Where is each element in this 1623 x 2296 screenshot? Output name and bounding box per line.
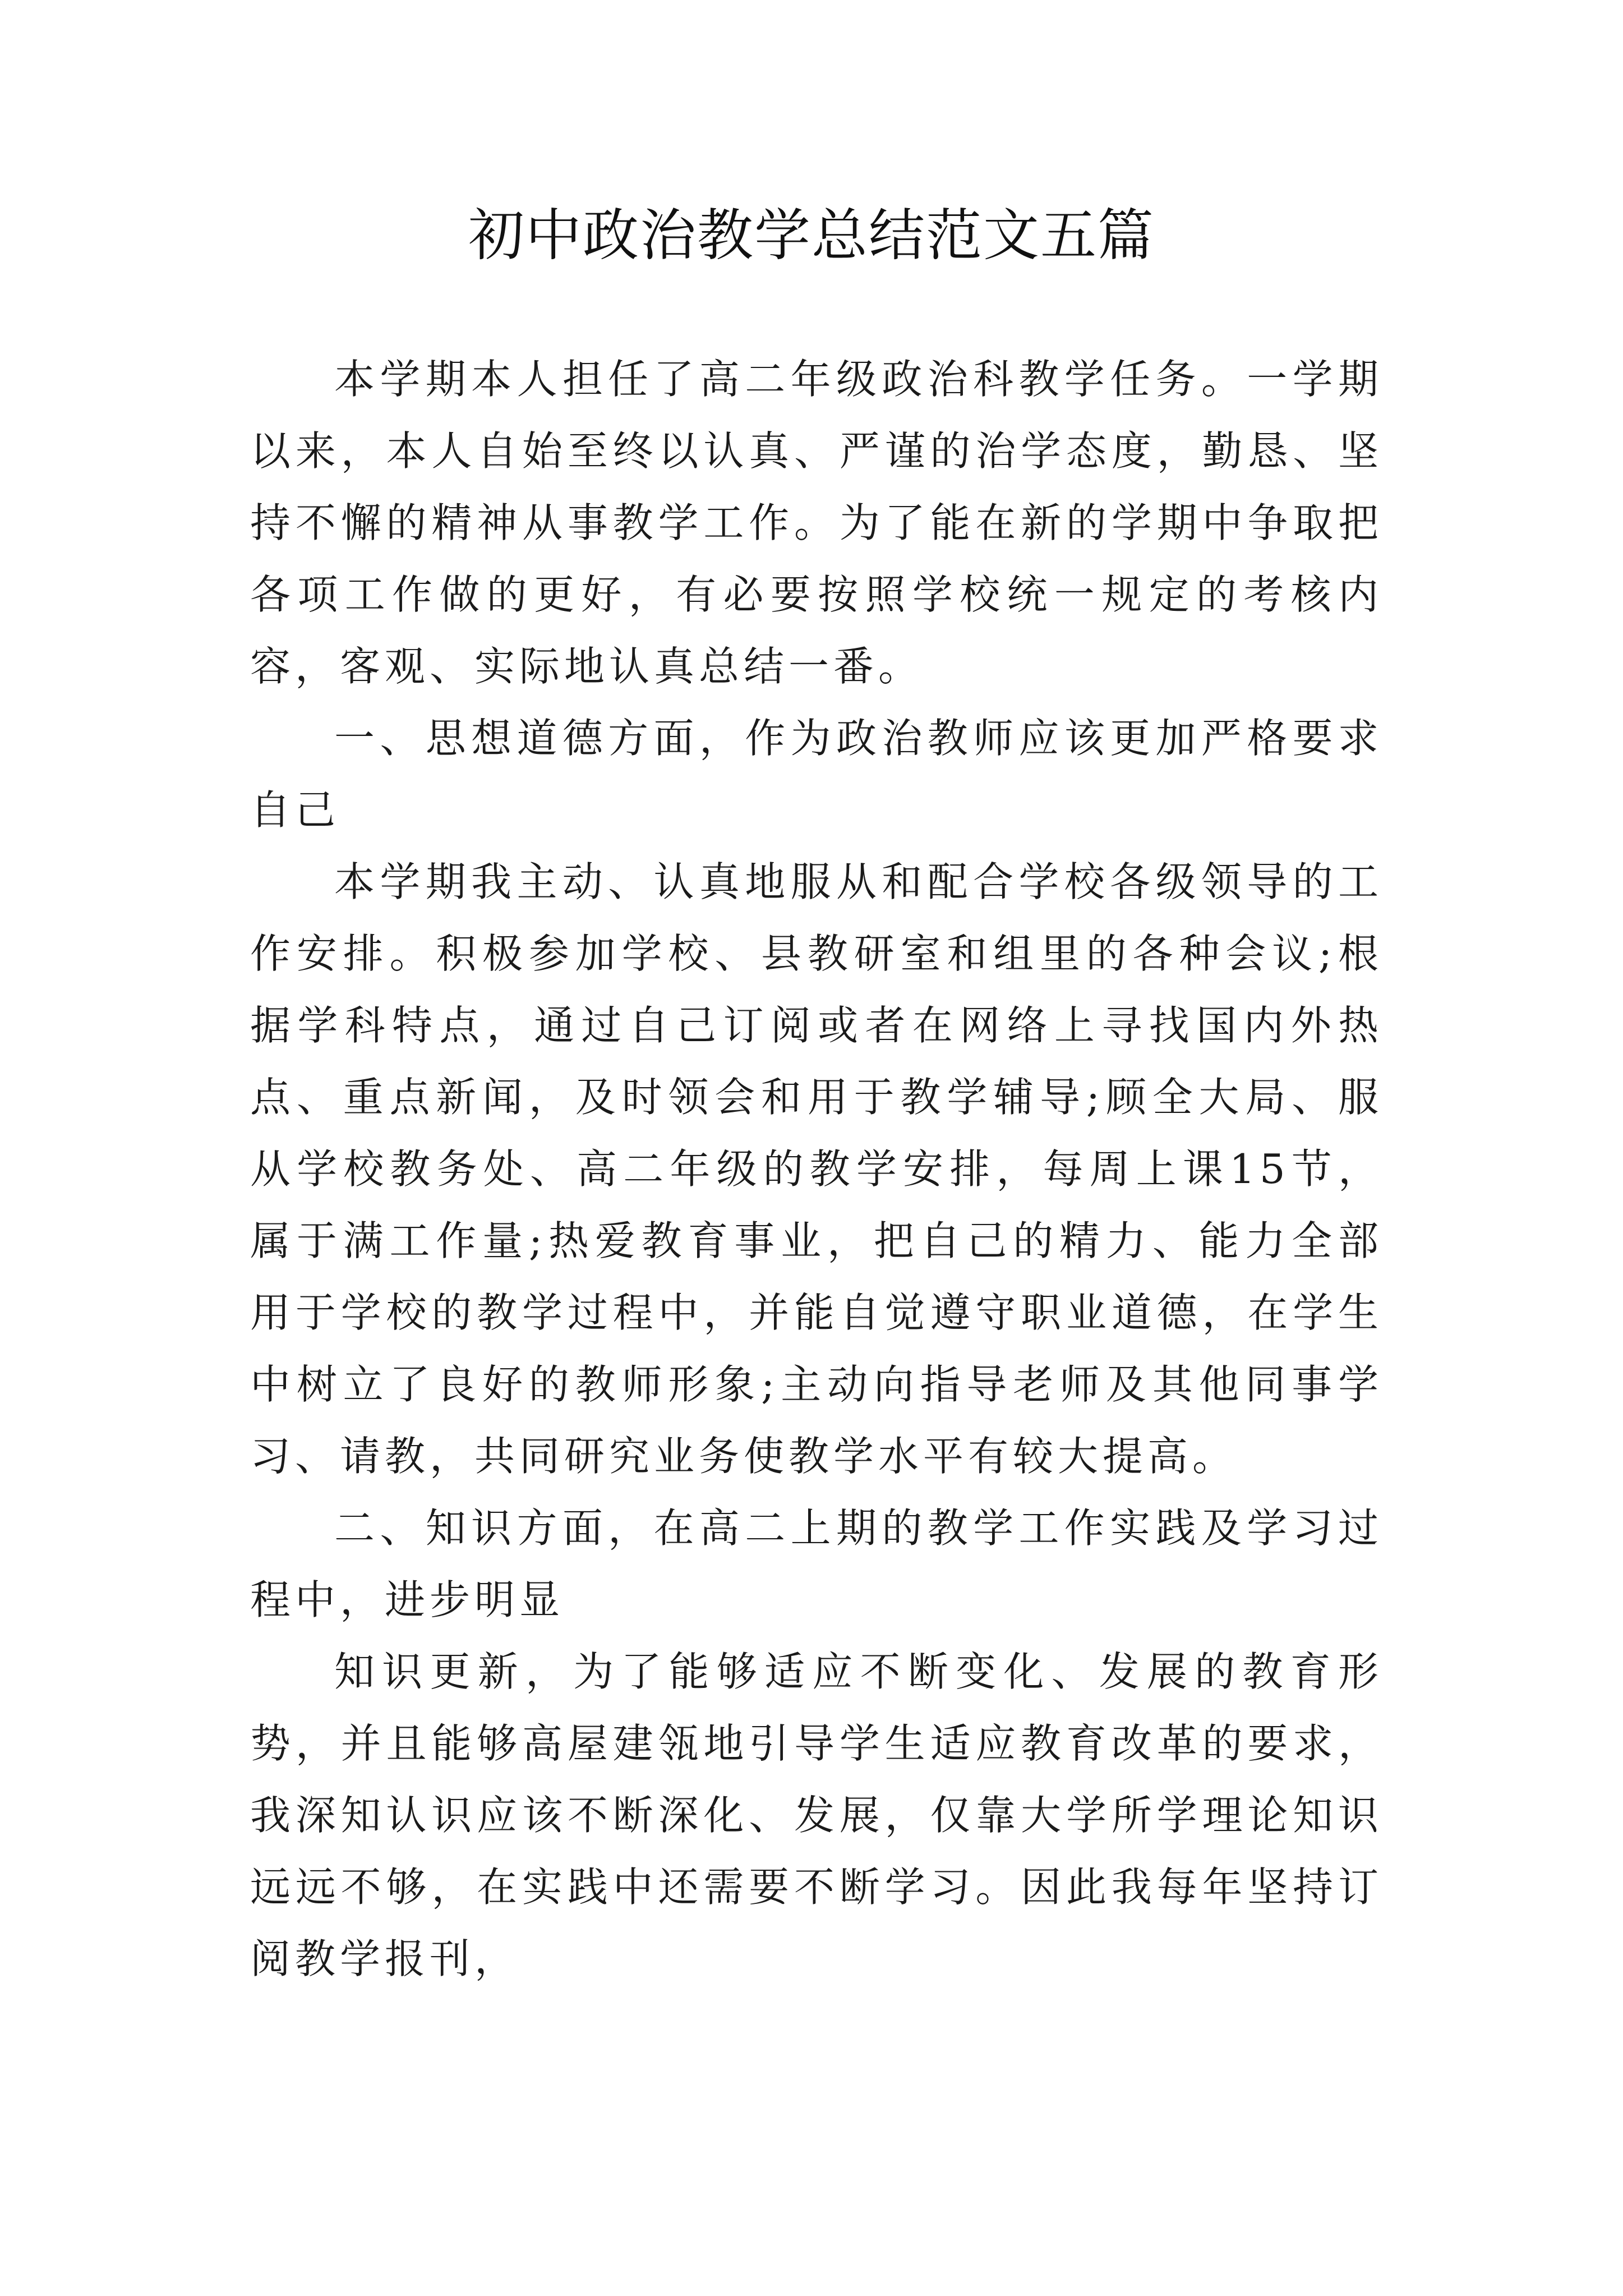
paragraph-intro: 本学期本人担任了高二年级政治科教学任务。一学期以来，本人自始至终以认真、严谨的治学态度，勤恳、坚持不懈的精神从事教学工作。为了能在新的学期中争取把各项工作做的更好，有必要按照学校统一规定的考核内容，客观、实际地认真总结一番。 [250,356,1383,690]
document-body [250,343,1383,1995]
paragraph-section-2: 知识更新，为了能够适应不断变化、发展的教育形势，并且能够高屋建瓴地引导学生适应教育改革的要求，我深知认识应该不断深化、发展，仅靠大学所学理论知识远远不够，在实践中还需要不断学习。因此我每年坚持订阅教学报刊， [250,1648,1383,1982]
section-heading-1: 一、思想道德方面，作为政治教师应该更加严格要求自己 [250,715,1383,834]
document-title: 初中政治教学总结范文五篇 [468,203,1155,268]
paragraph-section-1: 本学期我主动、认真地服从和配合学校各级领导的工作安排。积极参加学校、县教研室和组里的各种会议;根据学科特点，通过自己订阅或者在网络上寻找国内外热点、重点新闻，及时领会和用于教学辅导;顾全大局、服从学校教务处、高二年级的教学安排，每周上课15节，属于满工作量;热爱教育事业，把自己的精力、能力全部用于学校的教学过程中，并能自觉遵守职业道德，在学生中树立了良好的教师形象;主动向指导老师及其他同事学习、请教，共同研究业务使教学水平有较大提高。 [250,858,1383,1480]
section-heading-2: 二、知识方面，在高二上期的教学工作实践及学习过程中，进步明显 [250,1504,1383,1623]
